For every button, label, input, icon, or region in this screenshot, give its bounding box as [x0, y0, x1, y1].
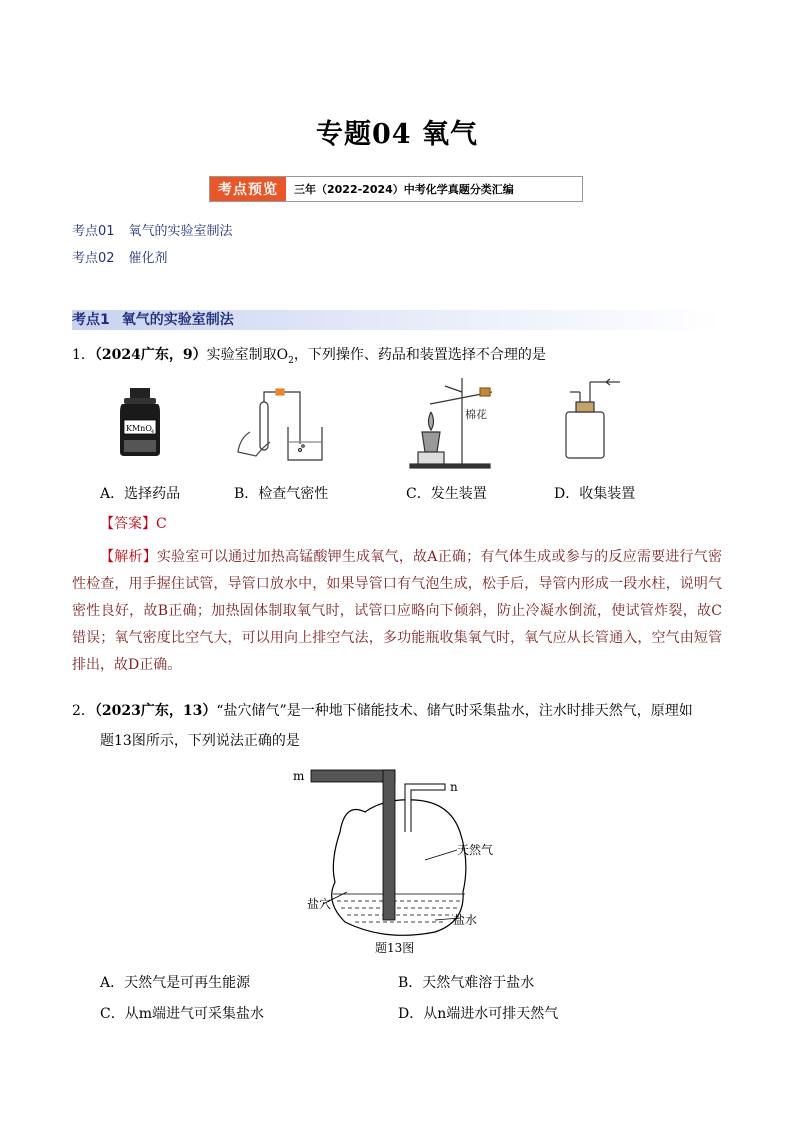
label-n: n	[450, 780, 458, 794]
q1-option-d[interactable]: D．收集装置	[554, 486, 636, 502]
q2-stem-1: “盐穴储气”是一种地下储能技术、储气时采集盐水，注水时排天然气，原理如	[216, 703, 693, 719]
bottle-label-sub: 4	[151, 429, 155, 435]
page-title: 专题04 氧气	[316, 119, 478, 150]
q2-option-b[interactable]: B．天然气难溶于盐水	[398, 975, 535, 991]
label-salt-cave: 盐穴	[307, 897, 332, 911]
preview-banner	[209, 176, 583, 202]
q1-option-c[interactable]: C．发生装置	[406, 486, 487, 502]
q1-number: 1．	[72, 347, 95, 363]
gas-collection-bottle-icon	[566, 379, 620, 458]
q2-option-a[interactable]: A．天然气是可再生能源	[100, 975, 251, 991]
question-1-stem	[72, 344, 722, 372]
q1-source: （2024广东，9）	[94, 347, 207, 363]
banner-text: 三年（2022-2024）中考化学真题分类汇编	[294, 183, 514, 196]
cotton-label: 棉花	[465, 408, 487, 421]
toc-item-1[interactable]	[72, 220, 233, 239]
reagent-bottle-icon	[120, 388, 160, 456]
label-gas: 天然气	[457, 843, 494, 857]
q2-option-d[interactable]: D．从n端进水可排天然气	[398, 1006, 559, 1022]
toc-name: 氧气的实验室制法	[128, 224, 233, 239]
heating-apparatus-icon	[410, 378, 492, 468]
q1-answer	[100, 513, 167, 533]
label-m: m	[293, 769, 305, 783]
answer-label: 【答案】	[100, 516, 156, 532]
question-2-stem-line1	[72, 700, 722, 722]
pipe-m-horizontal	[311, 770, 395, 782]
banner-tag: 考点预览	[210, 177, 286, 201]
answer-value: C	[156, 516, 167, 532]
section-num: 考点1	[72, 312, 110, 328]
q2-option-c[interactable]: C．从m端进气可采集盐水	[100, 1006, 264, 1022]
analysis-text: 实验室可以通过加热高锰酸钾生成氧气，故A正确；有气体生成或参与的反应需要进行气密性检查，用手握住试管，导管口放水中，如果导管口有气泡生成，松手后，导管内形成一段水柱，说明气密性良好，故B正确；加热固体制取氧气时，试管口应略向下倾斜，防止冷凝水倒流，使试管炸裂，故C错误；氧气密度比空气大，可以用向上排空气法，多功能瓶收集氧气时，氧气应从长管通入，空气由短管排出，故D正确。	[72, 549, 723, 673]
toc-num: 考点01	[72, 224, 115, 239]
airtightness-check-icon	[238, 389, 322, 460]
q1-stem-post: ，下列操作、药品和装置选择不合理的是	[293, 347, 546, 363]
label-brine: 盐水	[453, 913, 478, 927]
toc-num: 考点02	[72, 251, 115, 266]
figure-caption: 题13图	[375, 941, 415, 955]
bottle-label: KMnO	[126, 424, 152, 433]
q2-source: （2023广东，13）	[94, 703, 217, 719]
analysis-label: 【解析】	[100, 549, 157, 565]
q1-option-a[interactable]: A．选择药品	[100, 486, 181, 502]
q1-stem-pre: 实验室制取O	[206, 347, 289, 363]
section-header	[72, 310, 722, 330]
toc-item-2[interactable]	[72, 247, 168, 266]
question-2-stem-line2: 题13图所示，下列说法正确的是	[100, 733, 300, 749]
q1-apparatus-figures	[100, 372, 700, 472]
section-name: 氧气的实验室制法	[121, 312, 234, 328]
q1-stem-sub: 2	[288, 355, 294, 366]
q1-analysis	[72, 544, 722, 679]
toc-name: 催化剂	[128, 251, 168, 266]
q2-salt-cave-figure	[285, 762, 495, 958]
q1-option-b[interactable]: B．检查气密性	[234, 486, 329, 502]
pipe-m-vertical	[383, 770, 395, 920]
q2-number: 2．	[72, 703, 95, 719]
